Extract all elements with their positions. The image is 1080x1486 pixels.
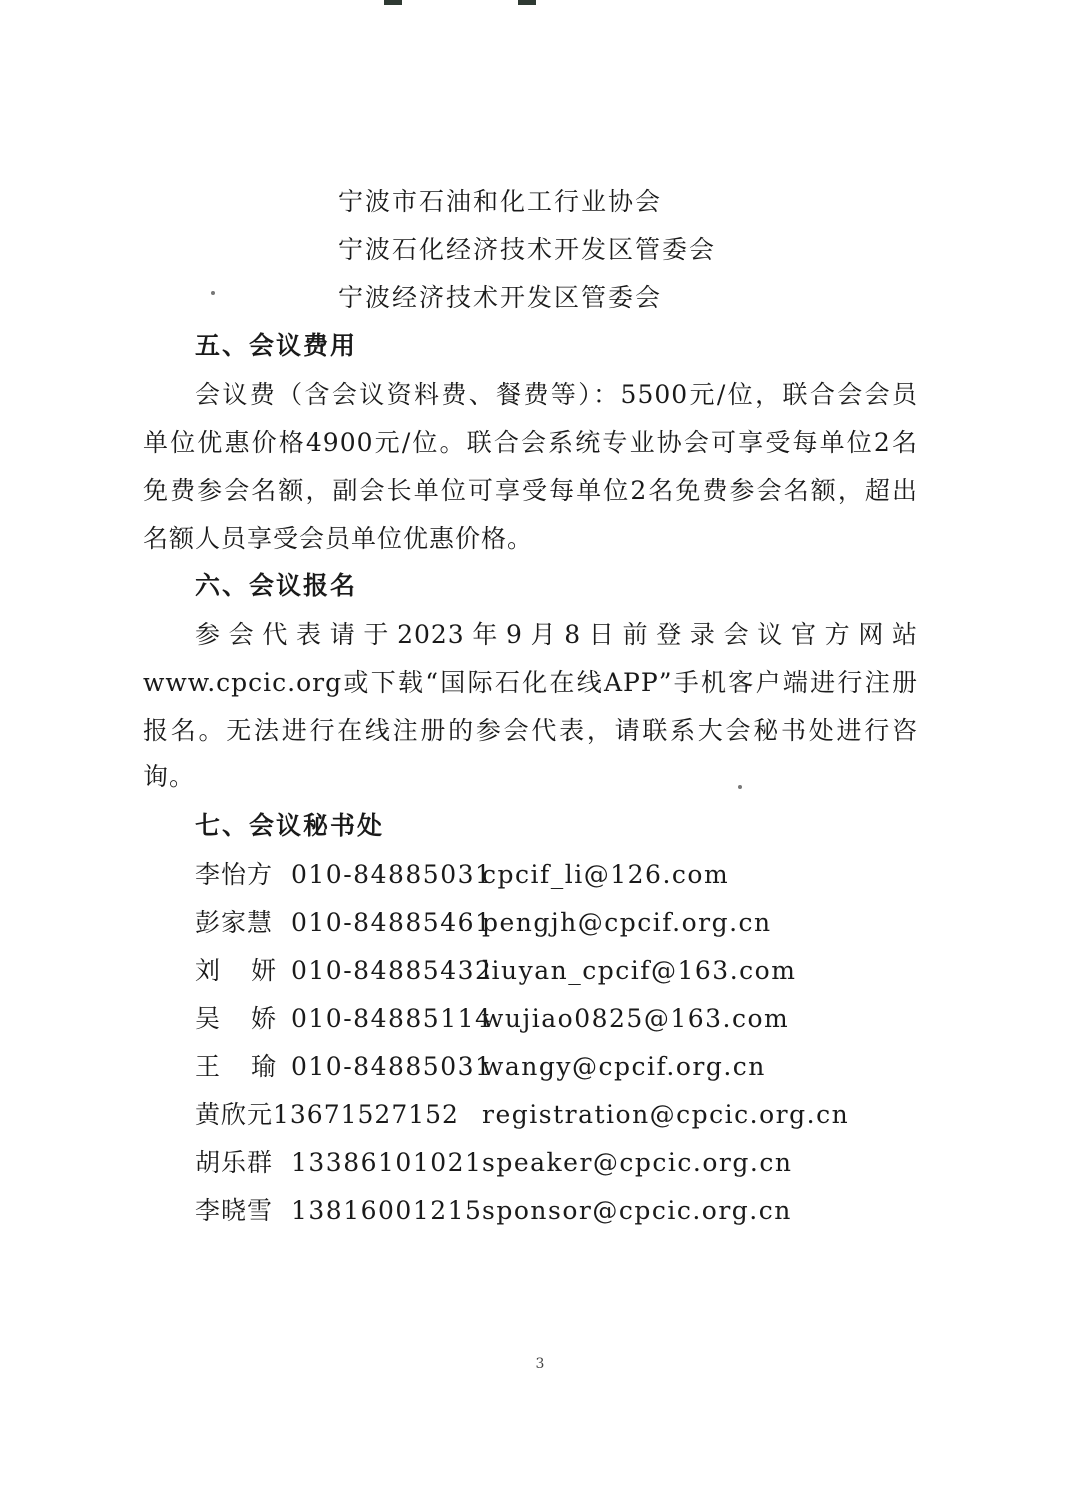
organizer-line: 宁波石化经济技术开发区管委会 bbox=[338, 235, 717, 264]
paragraph-line: 名额人员享受会员单位优惠价格。 bbox=[143, 524, 534, 553]
section-heading-fees: 五、会议费用 bbox=[195, 331, 358, 360]
paragraph-line: 免费参会名额，副会长单位可享受每单位2名免费参会名额，超出 bbox=[143, 476, 918, 505]
paragraph-line: 参会代表请于2023年9月8日前登录会议官方网站 bbox=[195, 620, 918, 649]
contact-email: registration@cpcic.org.cn bbox=[482, 1100, 850, 1129]
contact-phone: 010-84885031 bbox=[291, 860, 493, 889]
contact-name: 王瑜 bbox=[195, 1052, 277, 1081]
paragraph-line: 报名。无法进行在线注册的参会代表，请联系大会秘书处进行咨 bbox=[143, 716, 918, 745]
scan-mark bbox=[384, 0, 402, 5]
contact-email: cpcif_li@126.com bbox=[482, 860, 730, 889]
contact-phone: 010-84885432 bbox=[291, 956, 493, 985]
organizer-line: 宁波经济技术开发区管委会 bbox=[338, 283, 663, 312]
paragraph-line: 询。 bbox=[143, 762, 196, 791]
contact-email: pengjh@cpcif.org.cn bbox=[482, 908, 772, 937]
contact-phone: 010-84885461 bbox=[291, 908, 493, 937]
contact-phone: 010-84885031 bbox=[291, 1052, 493, 1081]
contact-email: wujiao0825@163.com bbox=[482, 1004, 790, 1033]
section-heading-secretariat: 七、会议秘书处 bbox=[195, 811, 385, 840]
section-heading-registration: 六、会议报名 bbox=[195, 571, 358, 600]
page-number: 3 bbox=[535, 1356, 545, 1372]
contact-email: speaker@cpcic.org.cn bbox=[482, 1148, 793, 1177]
organizer-line: 宁波市石油和化工行业协会 bbox=[338, 187, 663, 216]
contact-name-phone: 黄欣元13671527152 bbox=[195, 1100, 459, 1129]
contact-name: 胡乐群 bbox=[195, 1148, 274, 1177]
paragraph-line: 会议费（含会议资料费、餐费等）：5500元/位，联合会会员 bbox=[195, 380, 918, 409]
contact-phone: 010-84885114 bbox=[291, 1004, 493, 1033]
paragraph-line: 单位优惠价格4900元/位。联合会系统专业协会可享受每单位2名 bbox=[143, 428, 918, 457]
scan-dot bbox=[211, 291, 215, 295]
scan-mark bbox=[518, 0, 536, 5]
contact-phone: 13816001215 bbox=[291, 1196, 483, 1225]
contact-name: 刘妍 bbox=[195, 956, 277, 985]
contact-email: liuyan_cpcif@163.com bbox=[482, 956, 797, 985]
contact-email: wangy@cpcif.org.cn bbox=[482, 1052, 766, 1081]
contact-name: 李晓雪 bbox=[195, 1196, 274, 1225]
contact-name: 李怡方 bbox=[195, 860, 274, 889]
contact-name: 吴娇 bbox=[195, 1004, 277, 1033]
contact-email: sponsor@cpcic.org.cn bbox=[482, 1196, 792, 1225]
contact-phone: 13386101021 bbox=[291, 1148, 483, 1177]
contact-name: 彭家慧 bbox=[195, 908, 274, 937]
paragraph-line: www.cpcic.org或下载“国际石化在线APP”手机客户端进行注册 bbox=[143, 668, 918, 697]
